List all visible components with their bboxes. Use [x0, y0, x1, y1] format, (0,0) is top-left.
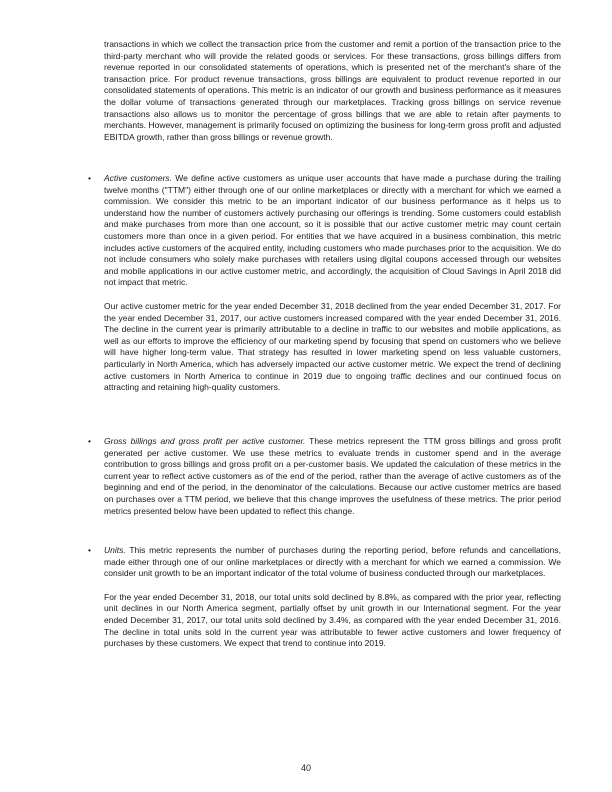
bullet-lead-term: Gross billings and gross profit per active customer.	[104, 436, 306, 446]
intro-paragraph: transactions in which we collect the transaction price from the customer and remit a portion of the transaction price to the third-party merchant who will provide the related goods or services. For these transactions, gross billings differs from revenue reported in our consolidated statements of operations, which is presented net of the merchant's share of the transaction price. For product revenue transactions, gross billings are equivalent to product revenue reported in our consolidated statements of operations. This metric is an indicator of our growth and business performance as it measures the dollar volume of transactions generated through our marketplaces. Tracking gross billings on service revenue transactions also allows us to monitor the percentage of gross billings that we are able to retain after payments to merchants. However, management is primarily focused on optimizing the business for long-term gross profit and adjusted EBITDA growth, rather than gross billings or revenue growth.	[104, 39, 561, 142]
bullet-item-units	[88, 545, 561, 650]
bullet-item-gross-billings-per-customer	[88, 436, 561, 517]
bullet-marker: •	[88, 436, 91, 446]
bullet-body-text: These metrics represent the TTM gross billings and gross profit generated per active customer. We use these metrics to evaluate trends in customer spend and in the average contribution to gross billings and gross profit on a per-customer basis. We updated the calculation of these metrics in the current year to reflect active customers as of the end of the period, rather than the average of active customers as of the beginning and end of the period, in the denominator of the calculations. Because our active customer metrics are based on purchases over a TTM period, we believe that this change improves the usefulness of these metrics. The prior period metrics presented below have been updated to reflect this change.	[104, 436, 561, 516]
followup-paragraph: Our active customer metric for the year ended December 31, 2018 declined from the year ended December 31, 2017. For the year ended December 31, 2017, our active customers increased compared with the year ended December 31, 2016. The decline in the current year is primarily attributable to a decline in traffic to our websites and mobile applications, as well as our efforts to improve the efficiency of our marketing spend by focusing that spend on customers who we believe will have higher long-term value. That strategy has resulted in lower marketing spend on less valuable customers, particularly in North America, which has adversely impacted our active customer metric. We expect the trend of declining active customers in North America to continue in 2019 due to ongoing traffic declines and our continued focus on attracting and retaining high-quality customers.	[104, 300, 561, 393]
bullet-marker: •	[88, 545, 91, 555]
bullet-lead-term: Units.	[104, 545, 126, 555]
followup-paragraph: For the year ended December 31, 2018, our total units sold declined by 8.8%, as compared with the prior year, reflecting unit declines in our North America segment, partially offset by unit growth in our International segment. For the year ended December 31, 2017, our total units sold declined by 3.4%, as compared with the year ended December 31, 2016. The decline in total units sold in the current year was attributable to fewer active customers and lower frequency of purchases by these customers. We expect that trend to continue into 2019.	[104, 591, 561, 649]
bullet-body-text: This metric represents the number of purchases during the reporting period, before refunds and cancellations, made either through one of our online marketplaces or directly with a merchant for which we earned a commission. We consider unit growth to be an important indicator of the total volume of business conducted through our marketplaces.	[104, 545, 561, 579]
page-number: 40	[300, 763, 311, 773]
bullet-paragraph	[104, 545, 561, 580]
bullet-marker: •	[88, 173, 91, 183]
bullet-paragraph	[104, 173, 561, 289]
bullet-paragraph	[104, 436, 561, 517]
bullet-lead-term: Active customers.	[104, 173, 173, 183]
bullet-body-text: We define active customers as unique user accounts that have made a purchase during the trailing twelve months ("TTM") either through one of our online marketplaces or directly with a merchant for which we earned a commission. We consider this metric to be an important indicator of our business performance as it helps us to understand how the number of customers actively purchasing our offerings is trending. Some customers could establish and make purchases from more than one account, so it is possible that our active customer metric may count certain customers more than once in a given period. For entities that we have acquired in a business combination, this metric includes active customers of the acquired entity, including customers who made purchases prior to the acquisition. We do not include consumers who solely make purchases with retailers using digital coupons accessed through our websites and mobile applications in our active customer metric, and accordingly, the acquisition of Cloud Savings in April 2018 did not impact that metric.	[104, 173, 562, 288]
bullet-item-active-customers	[88, 173, 561, 394]
